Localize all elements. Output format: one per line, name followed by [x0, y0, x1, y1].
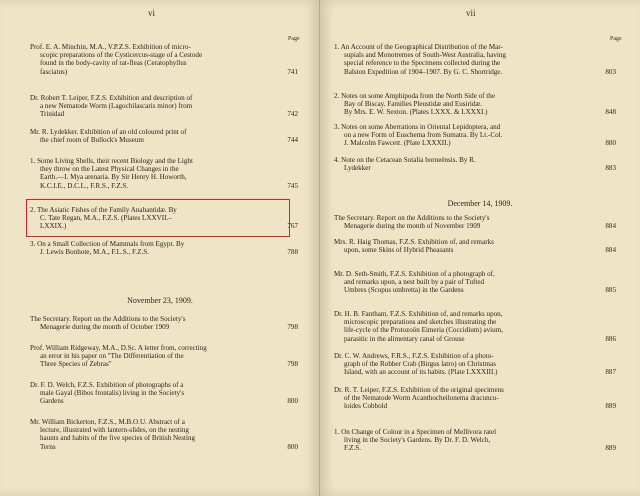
entry-line: Prof. E. A. Minchin, M.A., V.P.Z.S. Exhibition of micro- [30, 43, 191, 51]
entry-line: Mr. William Bickerton, F.Z.S., M.B.O.U. Abstract of a [30, 418, 185, 426]
right-entry [334, 386, 616, 411]
right-date-heading: December 14, 1909. [447, 199, 513, 208]
entry-page-number: 741 [287, 67, 298, 76]
entry-page-number: 883 [605, 164, 616, 173]
entry-line: parasitic in the alimentary canal of Grouse [344, 334, 465, 343]
right-entry [334, 43, 616, 76]
entry-line: J. Malcolm Fawcett. (Plate LXXXII.) [344, 139, 451, 148]
entry-line: Dr. R. T. Leiper, F.Z.S. Exhibition of the original specimens [334, 386, 504, 394]
entry-line: a new Nematode Worm (Lagochilascaris minor) from [40, 102, 193, 111]
entry-line: The Secretary. Report on the Additions to the Society's [334, 214, 490, 222]
left-folio: vi [148, 8, 156, 18]
entry-page-number: 884 [605, 222, 616, 231]
entry-line: Island, with an account of its habits. (Plate LXXXIII.) [344, 368, 498, 377]
entry-line: lecture, illustrated with lantern-slides, on the nesting [40, 426, 189, 435]
entry-page-number: 886 [605, 334, 616, 343]
entry-line: Balston Expedition of 1904–1907. By G. C. Shortridge. [344, 67, 503, 76]
entry-page-number: 800 [287, 397, 298, 406]
entry-line: an error in his paper on "The Differentiation of the [40, 352, 184, 361]
entry-line: 3. Notes on some Aberrations in Oriental Lepidoptera, and [334, 123, 501, 131]
right-entry [334, 270, 616, 295]
entry-line: Prof. William Ridgeway, M.A., D.Sc. A letter from, correcting [30, 344, 207, 352]
entry-line: scopic preparations of the Cysticercus-stage of a Cestode [40, 51, 203, 60]
entry-line: LXXIX.) [40, 222, 67, 231]
right-entry [334, 156, 616, 172]
entry-line: microscopic preparations and sketches illustrating the [344, 318, 497, 327]
entry-line: found in the body-cavity of rat-fleas (Ceratophyllus [40, 59, 187, 68]
right-page-column-header: Page [610, 36, 622, 42]
entry-line: they throw on the Latest Physical Changes in the [40, 165, 179, 174]
entry-line: K.C.I.E., D.C.L., F.R.S., F.Z.S. [40, 181, 129, 190]
entry-line: on a new Form of Euschema from Sumatra. By Lt.-Col. [344, 131, 503, 140]
entry-line: upon, some Skins of Hybrid Pheasants [344, 246, 454, 255]
entry-line: Earth.—I. Mya arenaria. By Sir Henry H. Howorth, [40, 173, 187, 182]
left-entry [30, 128, 298, 144]
entry-line: Dr. C. W. Andrews, F.R.S., F.Z.S. Exhibition of a photo- [334, 352, 494, 360]
entry-line: loides Cobbold [344, 402, 388, 411]
right-folio: vii [466, 8, 476, 18]
entry-line: Dr. Robert T. Leiper, F.Z.S. Exhibition and description of [30, 94, 193, 102]
right-entry [334, 428, 616, 453]
entry-page-number: 788 [287, 248, 298, 257]
entry-line: graph of the Robber Crab (Birgus latro) on Christmas [344, 360, 496, 369]
entry-line: Terns [40, 442, 56, 451]
entry-page-number: 848 [605, 108, 616, 117]
left-entry [30, 315, 298, 331]
entry-page-number: 745 [287, 181, 298, 190]
entry-line: life-cycle of the Protozoön Eimeria (Coccidium) avium, [344, 326, 503, 335]
entry-line: J. Lewis Bonhote, M.A., F.L.S., F.Z.S. [40, 248, 150, 257]
entry-line: By Mrs. E. W. Sexton. (Plates LXXX. & LXXXI.) [344, 108, 488, 117]
entry-line: The Secretary. Report on the Additions to the Society's [30, 315, 186, 323]
entry-page-number: 889 [605, 444, 616, 453]
right-entry [334, 352, 616, 377]
entry-line: 1. Some Living Shells, their recent Biology and the Light [30, 157, 193, 165]
entry-page-number: 880 [605, 139, 616, 148]
entry-line: 2. Notes on some Amphipoda from the North Side of the [334, 92, 495, 100]
entry-line: living in the Society's Gardens. By Dr. F. D. Welch, [344, 436, 491, 445]
right-page [320, 0, 640, 496]
left-entry [30, 240, 298, 256]
entry-page-number: 767 [287, 222, 298, 231]
entry-line: and remarks upon, a nest built by a pair of Tufted [344, 278, 485, 287]
left-entry [30, 418, 298, 451]
entry-line: C. Tate Regan, M.A., F.Z.S. (Plates LXXVII.– [40, 214, 172, 223]
entry-line: Menagerie during the month of October 1909 [40, 323, 170, 332]
entry-line: haunts and habits of the five species of British Nesting [40, 434, 196, 443]
left-entry [30, 344, 298, 369]
right-entry [334, 238, 616, 254]
entry-line: the chief room of Bullock's Museum [40, 136, 144, 145]
entry-line: Menagerie during the month of November 1909 [344, 222, 481, 231]
entry-line: Dr. H. B. Fantham, F.Z.S. Exhibition of, and remarks upon, [334, 310, 503, 318]
left-entry [30, 157, 298, 190]
right-entry [334, 310, 616, 343]
right-entry [334, 123, 616, 148]
entry-line: Three Species of Zebras" [40, 360, 112, 369]
entry-line: Mrs. R. Haig Thomas, F.Z.S. Exhibition of, and remarks [334, 238, 494, 246]
entry-line: 1. An Account of the Geographical Distribution of the Mar- [334, 43, 503, 51]
entry-page-number: 744 [287, 136, 298, 145]
entry-line: Gardens [40, 397, 64, 406]
entry-page-number: 742 [287, 110, 298, 119]
left-page-column-header: Page [288, 36, 300, 42]
entry-line: Bay of Biscay. Families Pleustidæ and Eusiridæ. [344, 100, 482, 109]
right-entry [334, 92, 616, 117]
entry-line: supials and Monotremes of South-West Australia, having [344, 51, 506, 60]
entry-page-number: 887 [605, 368, 616, 377]
left-entry [30, 94, 298, 119]
entry-page-number: 798 [287, 360, 298, 369]
entry-page-number: 800 [287, 442, 298, 451]
entry-line: special reference to the Specimens collected during the [344, 59, 501, 68]
entry-page-number: 884 [605, 246, 616, 255]
entry-line: 3. On a Small Collection of Mammals from Egypt. By [30, 240, 185, 248]
entry-line: Lydekker [344, 164, 371, 173]
highlight-box [26, 199, 290, 237]
entry-line: male Gayal (Bibos frontalis) living in the Society's [40, 389, 185, 398]
entry-line: Trinidad [40, 110, 65, 119]
entry-line: Umbres (Scopus umbretta) in the Gardens [344, 286, 464, 295]
entry-line: Mr. D. Seth-Smith, F.Z.S. Exhibition of a photograph of, [334, 270, 495, 278]
entry-page-number: 885 [605, 286, 616, 295]
entry-line: 2. The Asiatic Fishes of the Family Anabantidæ. By [30, 206, 177, 214]
entry-line: fasciatus) [40, 67, 68, 76]
left-date-heading: November 23, 1909. [127, 296, 193, 305]
entry-page-number: 889 [605, 402, 616, 411]
entry-line: F.Z.S. [344, 444, 361, 453]
left-entry [30, 381, 298, 406]
entry-line: 4. Note on the Cetacean Sotalia borneënsis. By R. [334, 156, 476, 164]
entry-line: of the Nematode Worm Acanthocheilonema dracuncu- [344, 394, 499, 403]
entry-line: Mr. R. Lydekker. Exhibition of an old coloured print of [30, 128, 187, 136]
left-entry [30, 43, 298, 76]
entry-page-number: 803 [605, 67, 616, 76]
right-entry [334, 214, 616, 230]
entry-line: Dr. F. D. Welch, F.Z.S. Exhibition of photographs of a [30, 381, 184, 389]
entry-page-number: 798 [287, 323, 298, 332]
entry-line: 1. On Change of Colour in a Specimen of Mellivora ratel [334, 428, 497, 436]
